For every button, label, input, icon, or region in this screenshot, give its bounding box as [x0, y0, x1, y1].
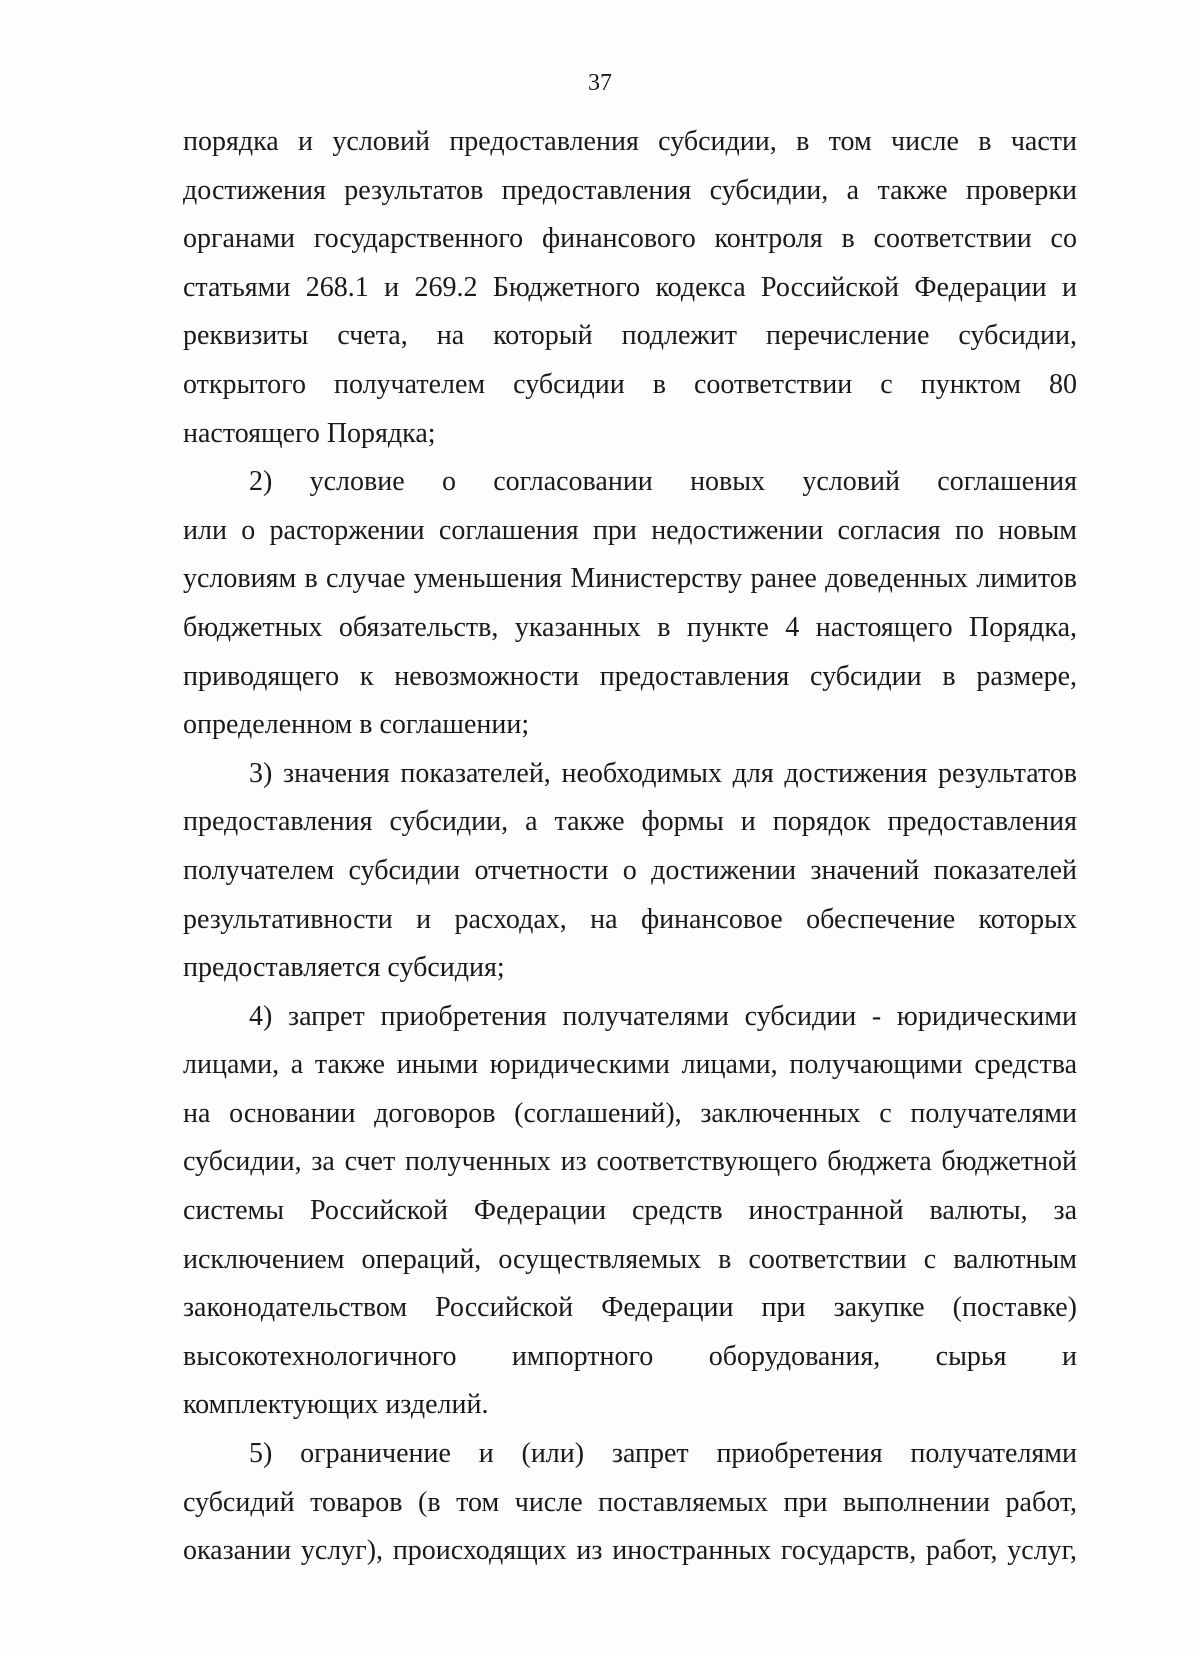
- text-line: на основании договоров (соглашений), заключенных с получателями: [183, 1097, 1077, 1129]
- paragraph-4: [183, 993, 1077, 1430]
- text-line: результативности и расходах, на финансовое обеспечение которых: [183, 903, 1077, 935]
- text-line: комплектующих изделий.: [183, 1389, 489, 1421]
- text-line: законодательством Российской Федерации при закупке (поставке): [183, 1292, 1077, 1324]
- text-line: 2) условие о согласовании новых условий соглашения: [249, 466, 1077, 498]
- document-body: [183, 118, 1077, 1576]
- text-line: статьями 268.1 и 269.2 Бюджетного кодекса Российской Федерации и: [183, 271, 1077, 303]
- text-line: 5) ограничение и (или) запрет приобретения получателями: [249, 1438, 1077, 1470]
- page-number: 37: [588, 70, 612, 96]
- text-line: оказании услуг), происходящих из иностранных государств, работ, услуг,: [183, 1535, 1077, 1567]
- text-line: исключением операций, осуществляемых в соответствии с валютным: [183, 1243, 1077, 1275]
- text-line: 4) запрет приобретения получателями субсидии - юридическими: [249, 1000, 1077, 1032]
- text-line: получателем субсидии отчетности о достижении значений показателей: [183, 854, 1077, 886]
- text-line: или о расторжении соглашения при недостижении согласия по новым: [183, 514, 1077, 546]
- paragraph-3: [183, 750, 1077, 993]
- text-line: приводящего к невозможности предоставления субсидии в размере,: [183, 660, 1077, 692]
- text-line: 3) значения показателей, необходимых для достижения результатов: [249, 757, 1077, 789]
- paragraph-5: [183, 1430, 1077, 1576]
- text-line: условиям в случае уменьшения Министерству ранее доведенных лимитов: [183, 563, 1077, 595]
- text-line: высокотехнологичного импортного оборудования, сырья и: [183, 1340, 1077, 1372]
- text-line: предоставляется субсидия;: [183, 952, 505, 984]
- text-line: субсидий товаров (в том числе поставляемых при выполнении работ,: [183, 1486, 1077, 1518]
- text-line: системы Российской Федерации средств иностранной валюты, за: [183, 1195, 1077, 1227]
- text-line: открытого получателем субсидии в соответствии с пунктом 80: [183, 368, 1077, 400]
- text-line: реквизиты счета, на который подлежит перечисление субсидии,: [183, 320, 1077, 352]
- paragraph-2: [183, 458, 1077, 750]
- text-line: порядка и условий предоставления субсидии, в том числе в части: [183, 126, 1077, 157]
- text-line: лицами, а также иными юридическими лицами, получающими средства: [183, 1049, 1077, 1081]
- text-line: достижения результатов предоставления субсидии, а также проверки: [183, 174, 1077, 206]
- text-line: настоящего Порядка;: [183, 417, 436, 449]
- text-line: предоставления субсидии, а также формы и порядок предоставления: [183, 806, 1077, 838]
- paragraph-1: [183, 118, 1077, 458]
- text-line: определенном в соглашении;: [183, 709, 530, 741]
- text-line: субсидии, за счет полученных из соответствующего бюджета бюджетной: [183, 1146, 1077, 1178]
- text-line: органами государственного финансового контроля в соответствии со: [183, 223, 1077, 255]
- text-line: бюджетных обязательств, указанных в пункте 4 настоящего Порядка,: [183, 611, 1077, 643]
